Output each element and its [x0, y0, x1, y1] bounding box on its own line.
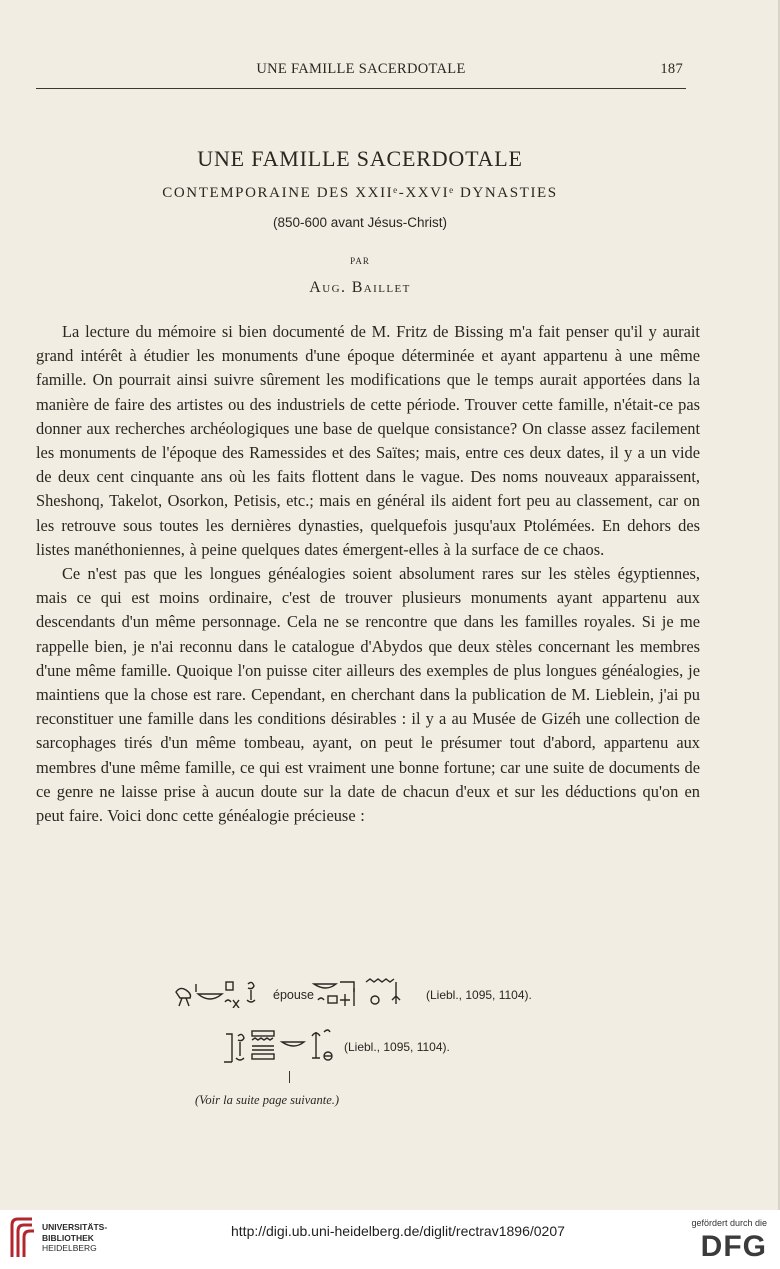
footer-bar — [0, 1210, 780, 1269]
hieroglyphs-group-2 — [310, 978, 425, 1008]
article-author: Aug. Baillet — [309, 279, 411, 296]
library-logo-icon — [8, 1217, 38, 1261]
header-rule — [36, 88, 686, 89]
article-subtitle: CONTEMPORAINE DES XXIIᵉ-XXVIᵉ DYNASTIES — [162, 185, 558, 201]
sponsor-text: gefördert durch die — [691, 1218, 767, 1228]
dfg-logo: DFG — [700, 1230, 767, 1263]
genealogy-line-1 — [170, 978, 570, 1008]
genealogy-citation-1: (Liebl., 1095, 1104). — [426, 988, 532, 1002]
permalink-url[interactable]: http://digi.ub.uni-heidelberg.de/diglit/rectrav1896/0207 — [231, 1223, 565, 1239]
hieroglyphs-group-3 — [222, 1028, 347, 1064]
running-header — [36, 61, 686, 83]
genealogy-citation-2: (Liebl., 1095, 1104). — [344, 1040, 450, 1054]
page-number: 187 — [660, 61, 683, 77]
genealogy-line-2 — [222, 1028, 522, 1058]
running-title: UNE FAMILLE SACERDOTALE — [256, 61, 466, 77]
paragraph-2: Ce n'est pas que les longues généalogies soient absolument rares sur les stèles égyptiennes, mais ce qui est moins ordinaire, c'est de trouver plusieurs monuments ayant appartenu aux descendants d'un même personnage. Cela ne se rencontre que dans les familles royales. Si je me rappelle bien, je n'ai reconnu dans le catalogue d'Abydos que deux stèles concernant les membres d'une même famille. Quoique l'on puisse citer ailleurs des exemples de plus longues généalogies, je maintiens que la chose est rare. Cependant, en cherchant dans la publication de M. Lieblein, j'ai pu reconstituer une famille dans les conditions désirables : il y a au Musée de Gizéh une collection de sarcophages tirés d'un même tombeau, ayant, on peut le présumer tout d'abord, appartenu aux membres d'une même famille, ce qui est vraiment une bonne fortune; car une suite de documents de ce genre ne laisse prise à aucun doute sur la date de chacun d'eux et sur les déductions qu'on en peut faire. Voici donc cette généalogie précieuse : — [36, 564, 700, 826]
continued-caption: (Voir la suite page suivante.) — [195, 1093, 340, 1107]
library-name — [42, 1222, 107, 1254]
descent-line — [289, 1071, 290, 1083]
library-line-3: HEIDELBERG — [42, 1243, 97, 1253]
article-dates: (850-600 avant Jésus-Christ) — [272, 215, 448, 230]
paragraph-1: La lecture du mémoire si bien documenté de M. Fritz de Bissing m'a fait penser qu'il y aurait grand intérêt à étudier les monuments d'une époque déterminée et ayant appartenu à une même famille. On pourrait ainsi suivre sûrement les modifications que le temps aurait apportées dans la manière de faire des artistes ou des industriels de cette période. Trouver cette famille, n'était-ce pas donner aux recherches archéologiques une base de quelque consistance? On classe assez facilement les monuments de l'époque des Ramessides et des Saïtes; mais, entre ces deux dates, il y a un vide de deux cent cinquante ans où les faits flottent dans le vague. Des noms nouveaux apparaissent, Sheshonq, Takelot, Osorkon, Petisis, etc.; mais en général ils aident fort peu au classement, car on les retrouve sous toutes les dernières dynasties, quelquefois jusqu'aux Ptolémées. En dehors des listes manéthoniennes, à peine quelques dates émergent-elles à la surface de ce chaos. — [36, 322, 700, 559]
library-line-1: UNIVERSITÄTS- — [42, 1222, 108, 1232]
library-line-2: BIBLIOTHEK — [42, 1232, 94, 1243]
article-body — [36, 320, 700, 828]
genealogy-epouse: épouse — [273, 988, 315, 1002]
byline-par: PAR — [350, 256, 370, 266]
hieroglyphs-group-1 — [170, 978, 270, 1008]
article-title: UNE FAMILLE SACERDOTALE — [197, 146, 523, 171]
